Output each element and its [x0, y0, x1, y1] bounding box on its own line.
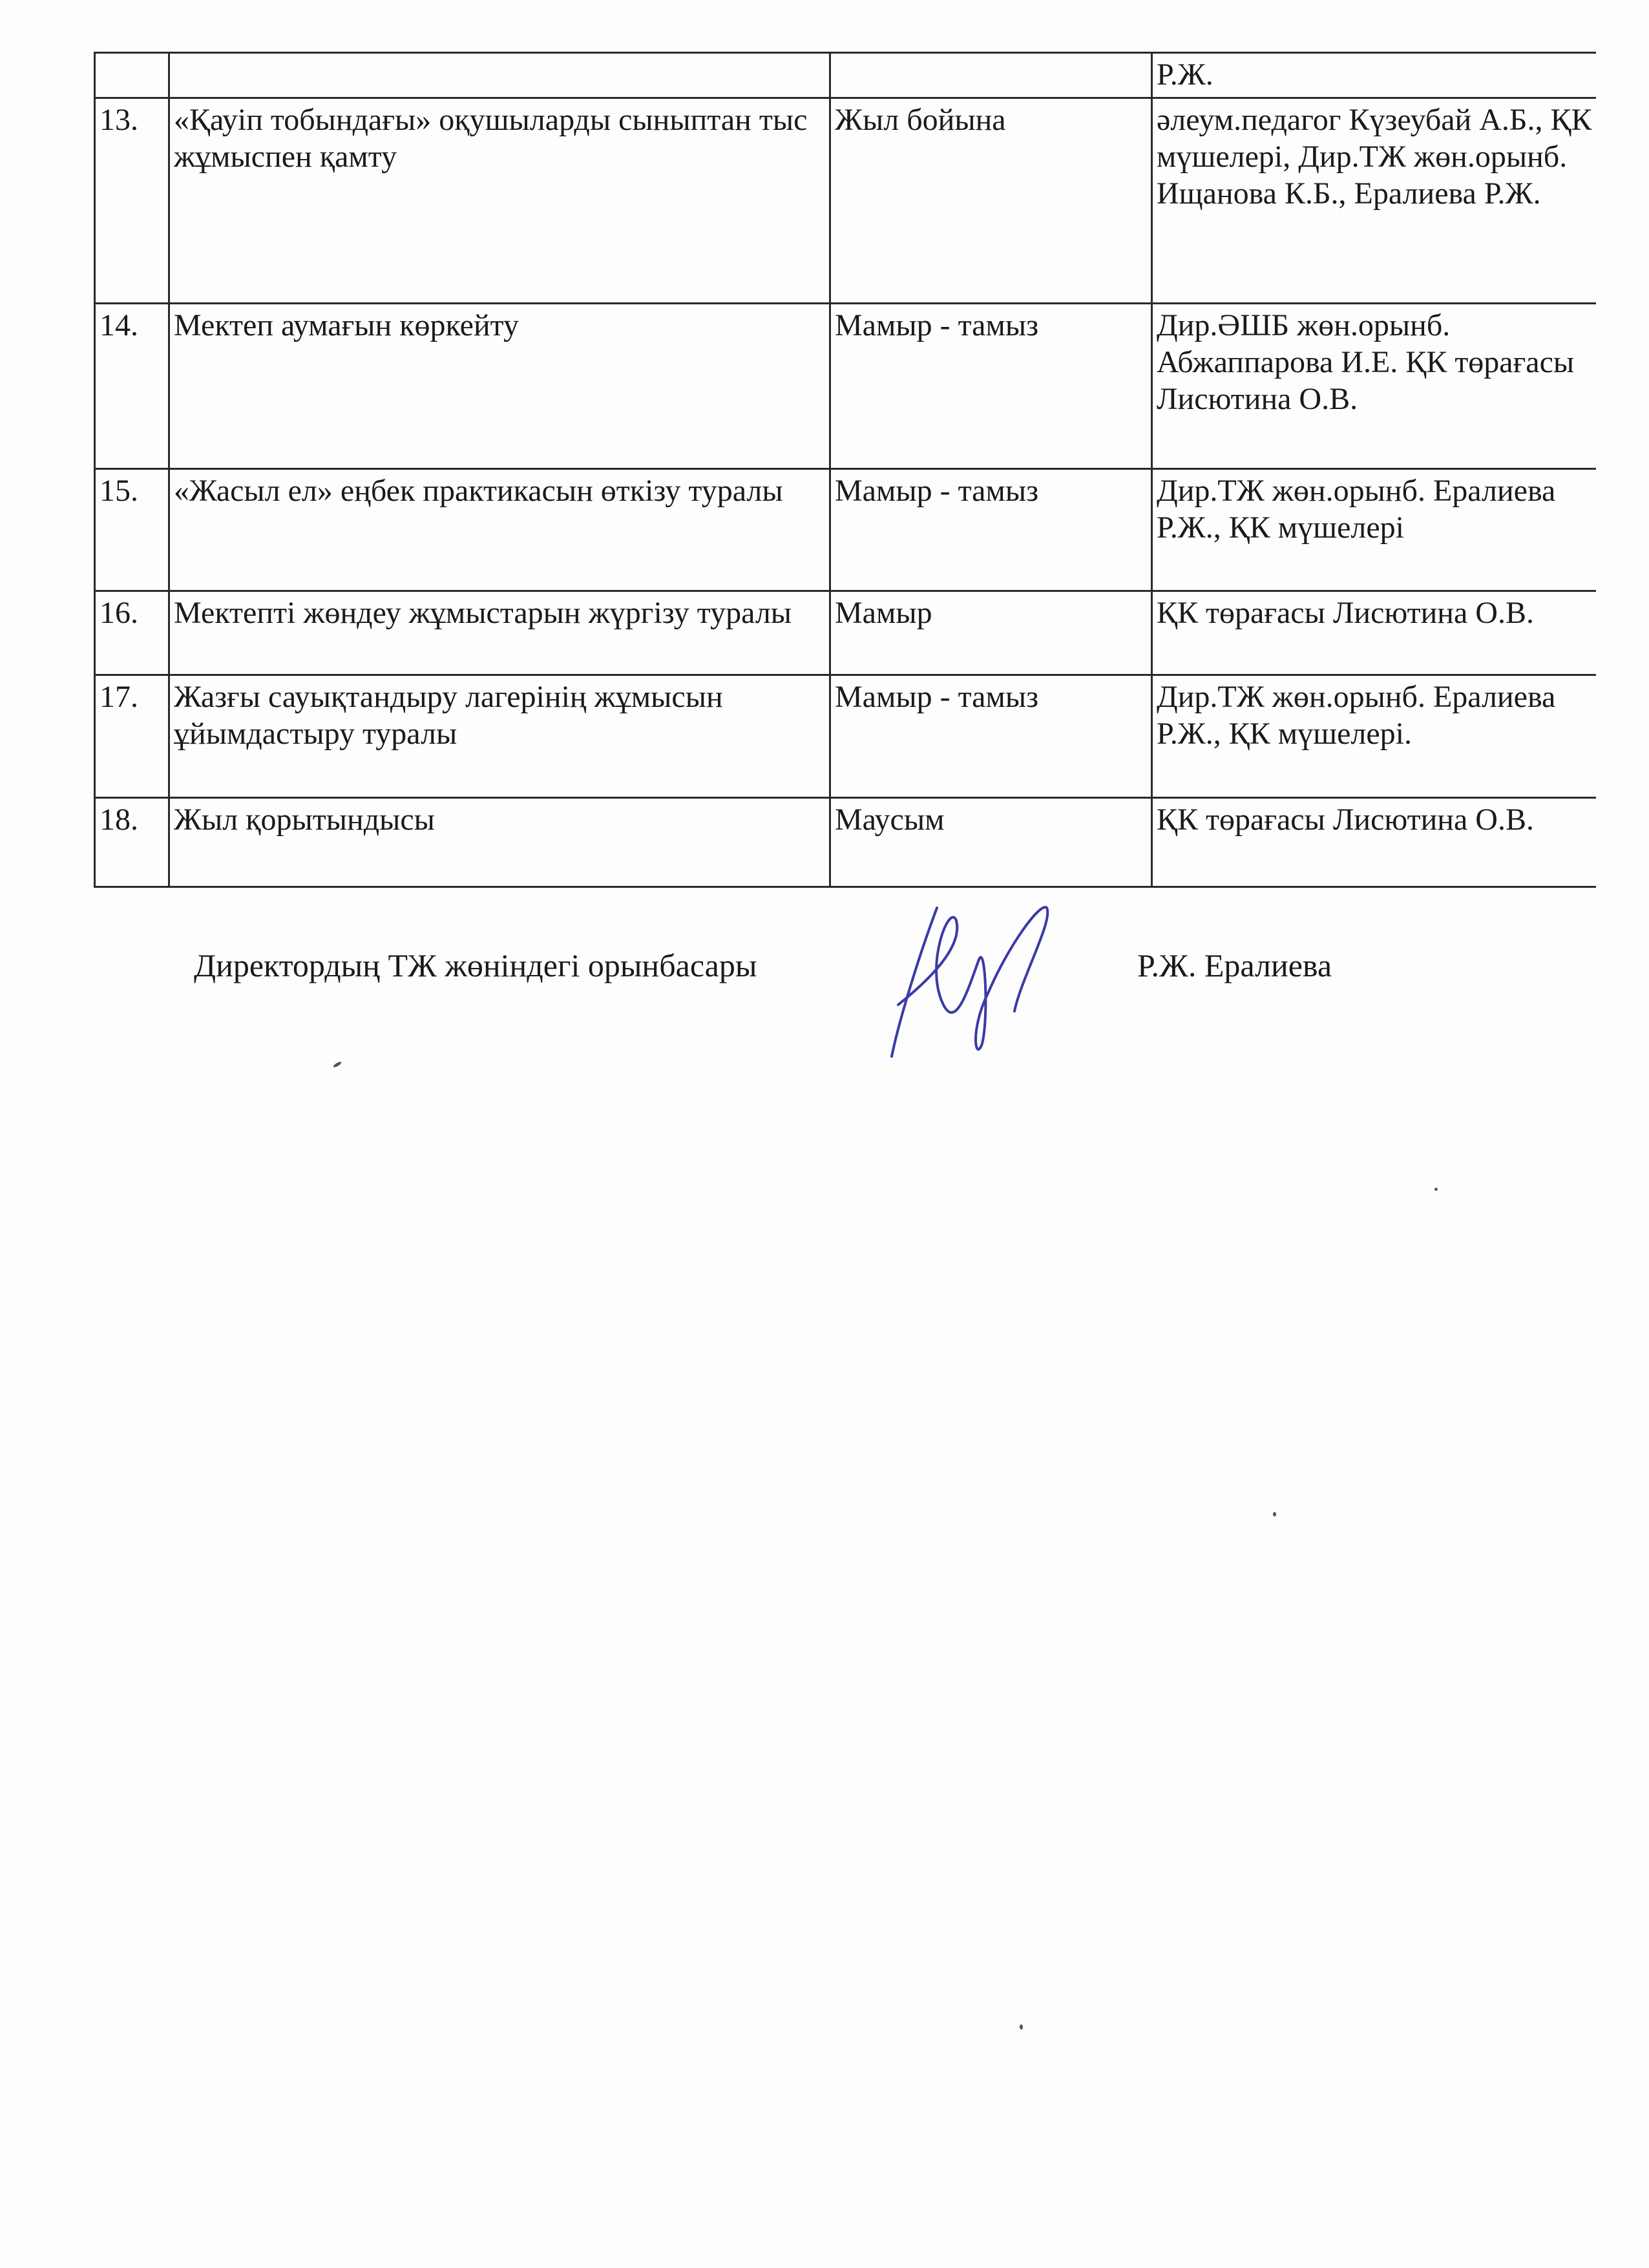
row-date: Мамыр - тамыз	[830, 469, 1152, 591]
row-number: 14.	[95, 304, 169, 469]
scan-speck	[1020, 2024, 1023, 2030]
row-date: Маусым	[830, 798, 1152, 887]
row-event	[169, 53, 830, 98]
table-row	[95, 98, 1597, 304]
row-responsible: ҚК төрағасы Лисютина О.В.	[1152, 798, 1597, 887]
row-event: Мектепті жөндеу жұмыстарын жүргізу туралы	[169, 591, 830, 675]
row-date: Мамыр - тамыз	[830, 304, 1152, 469]
row-responsible: Дир.ТЖ жөн.орынб. Ералиева Р.Ж., ҚК мүшелері.	[1152, 675, 1597, 798]
plan-table	[94, 52, 1596, 888]
table-row	[95, 304, 1597, 469]
row-date: Жыл бойына	[830, 98, 1152, 304]
table-row	[95, 675, 1597, 798]
row-event: «Қауіп тобындағы» оқушыларды сыныптан тыс жұмыспен қамту	[169, 98, 830, 304]
row-event: Жазғы сауықтандыру лагерінің жұмысын ұйымдастыру туралы	[169, 675, 830, 798]
row-responsible: Р.Ж.	[1152, 53, 1597, 98]
row-number: 13.	[95, 98, 169, 304]
table-row	[95, 469, 1597, 591]
signatory-title: Директордың ТЖ жөніндегі орынбасары	[194, 947, 757, 983]
plan-table-body	[95, 53, 1597, 887]
row-date: Мамыр - тамыз	[830, 675, 1152, 798]
row-date: Мамыр	[830, 591, 1152, 675]
row-number: 17.	[95, 675, 169, 798]
signatory-name: Р.Ж. Ералиева	[1137, 947, 1332, 983]
signature-stroke	[892, 907, 1047, 1056]
row-number: 15.	[95, 469, 169, 591]
row-number: 18.	[95, 798, 169, 887]
scan-speck	[1273, 1512, 1276, 1517]
table-row	[95, 591, 1597, 675]
scan-speck	[1434, 1188, 1438, 1191]
row-responsible: Дир.ӘШБ жөн.орынб. Абжаппарова И.Е. ҚК төрағасы Лисютина О.В.	[1152, 304, 1597, 469]
row-responsible: ҚК төрағасы Лисютина О.В.	[1152, 591, 1597, 675]
row-responsible: әлеум.педагог Күзеубай А.Б., ҚК мүшелері, Дир.ТЖ жөн.орынб. Ищанова К.Б., Ералиева Р.Ж.	[1152, 98, 1597, 304]
row-responsible: Дир.ТЖ жөн.орынб. Ералиева Р.Ж., ҚК мүшелері	[1152, 469, 1597, 591]
row-date	[830, 53, 1152, 98]
row-number: 16.	[95, 591, 169, 675]
row-event: «Жасыл ел» еңбек практикасын өткізу туралы	[169, 469, 830, 591]
table-row	[95, 798, 1597, 887]
row-event: Жыл қорытындысы	[169, 798, 830, 887]
row-number	[95, 53, 169, 98]
table-row	[95, 53, 1597, 98]
handwritten-signature	[859, 882, 1073, 1069]
row-event: Мектеп аумағын көркейту	[169, 304, 830, 469]
signature-block	[0, 934, 1649, 1063]
